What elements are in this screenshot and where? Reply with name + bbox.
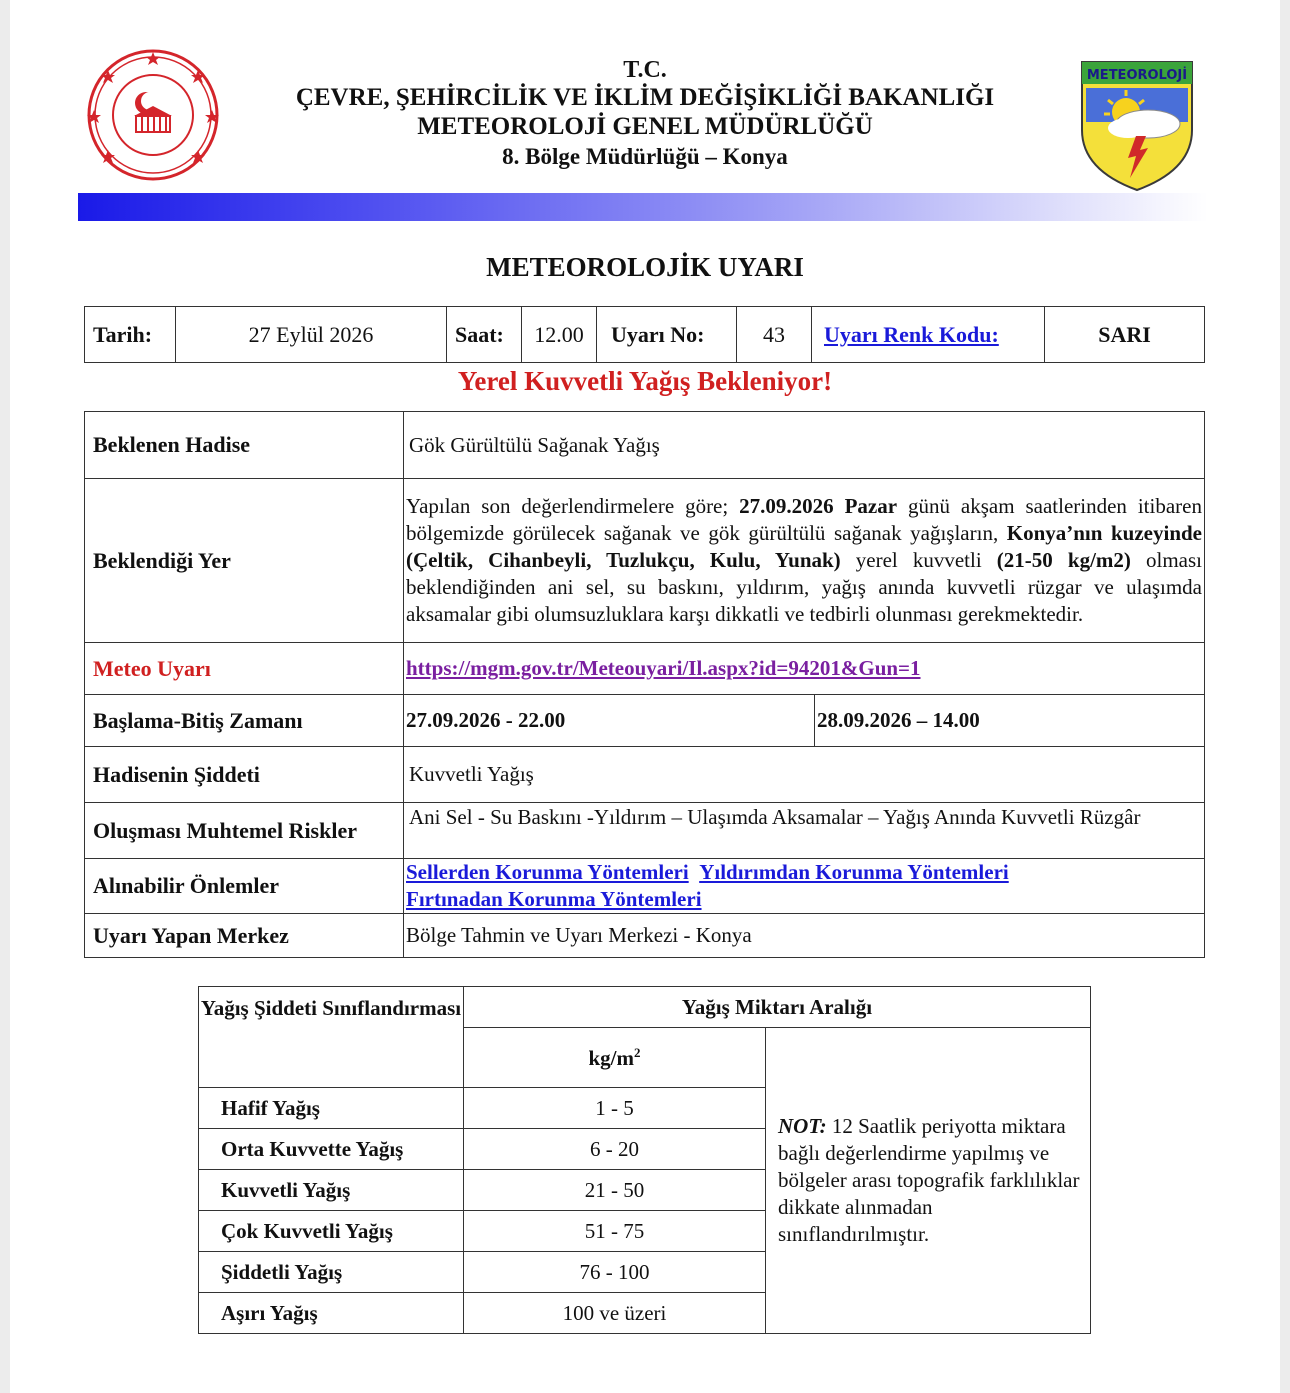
- class-range: 1 - 5: [464, 1088, 766, 1129]
- date-label: Tarih:: [85, 307, 176, 363]
- measures-cell: [404, 859, 1205, 914]
- lightning-protection-link[interactable]: Yıldırımdan Korunma Yöntemleri: [699, 860, 1009, 884]
- class-name: Hafif Yağış: [199, 1088, 464, 1129]
- severity-label: Hadisenin Şiddeti: [85, 747, 404, 803]
- amount-range-header: Yağış Miktarı Aralığı: [464, 987, 1091, 1028]
- class-range: 51 - 75: [464, 1211, 766, 1252]
- measures-label: Alınabilir Önlemler: [85, 859, 404, 914]
- meteo-warning-label: Meteo Uyarı: [85, 643, 404, 695]
- warning-info-table: [84, 306, 1205, 363]
- table-row: [85, 643, 1205, 695]
- period-label: Başlama-Bitiş Zamanı: [85, 695, 404, 747]
- class-range: 76 - 100: [464, 1252, 766, 1293]
- center-value: Bölge Tahmin ve Uyarı Merkezi - Konya: [404, 914, 1205, 958]
- warning-subtitle: Yerel Kuvvetli Yağış Bekleniyor!: [457, 366, 833, 396]
- class-name: Orta Kuvvette Yağış: [199, 1129, 464, 1170]
- class-name: Şiddetli Yağış: [199, 1252, 464, 1293]
- storm-protection-link[interactable]: Fırtınadan Korunma Yöntemleri: [406, 887, 702, 911]
- event-value: Gök Gürültülü Sağanak Yağış: [404, 412, 1205, 479]
- class-range: 100 ve üzeri: [464, 1293, 766, 1334]
- document-title: METEOROLOJİK UYARI: [486, 252, 804, 282]
- place-description: Yapılan son değerlendirmelere göre; 27.09.2026 Pazar günü akşam saatlerinden itibaren bölgemizde görülecek sağanak ve gök gürültülü sağanak yağışların, Konya’nın kuzeyinde (Çeltik, Cihanbeyli, Tuzlukçu, Kulu, Yunak) yerel kuvvetli (21-50 kg/m2) olması beklendiğinden ani sel, su baskını, yıldırım, yağış anında kuvvetli rüzgar ve ulaşımda aksamalar gibi olumsuzluklara karşı dikkatli ve tedbirli olunması gerekmektedir.: [404, 479, 1205, 643]
- class-range: 6 - 20: [464, 1129, 766, 1170]
- shield-logo-text: METEOROLOJİ: [1086, 68, 1188, 83]
- table-row: [85, 803, 1205, 859]
- classification-note: NOT: 12 Saatlik periyotta miktara bağlı değerlendirme yapılmış ve bölgeler arası topografik farklılıklar dikkate alınmadan sınıflandırılmıştır.: [766, 1028, 1091, 1334]
- time-label: Saat:: [447, 307, 522, 363]
- table-row: [85, 747, 1205, 803]
- color-code-value: SARI: [1045, 307, 1205, 363]
- severity-value: Kuvvetli Yağış: [404, 747, 1205, 803]
- classification-header: Yağış Şiddeti Sınıflandırması: [199, 987, 464, 1088]
- header-regional: 8. Bölge Müdürlüğü – Konya: [502, 144, 788, 169]
- meteo-warning-link[interactable]: https://mgm.gov.tr/Meteouyari/Il.aspx?id=94201&Gun=1: [406, 656, 921, 680]
- table-row: [85, 412, 1205, 479]
- class-name: Aşırı Yağış: [199, 1293, 464, 1334]
- header-directorate: METEOROLOJİ GENEL MÜDÜRLÜĞÜ: [417, 113, 873, 140]
- class-name: Kuvvetli Yağış: [199, 1170, 464, 1211]
- warning-no-value: 43: [737, 307, 812, 363]
- warning-details-table: [84, 411, 1205, 958]
- risks-value: Ani Sel - Su Baskını -Yıldırım – Ulaşımda Aksamalar – Yağış Anında Kuvvetli Rüzgâr: [404, 803, 1205, 859]
- period-start: 27.09.2026 - 22.00: [404, 695, 815, 747]
- meteo-warning-cell: [404, 643, 1205, 695]
- period-end: 28.09.2026 – 14.00: [815, 695, 1205, 747]
- time-value: 12.00: [522, 307, 597, 363]
- unit-header: $kg/m^2$: [464, 1028, 766, 1088]
- table-row: [199, 987, 1091, 1028]
- class-range: 21 - 50: [464, 1170, 766, 1211]
- table-row: [85, 479, 1205, 643]
- table-row: [85, 914, 1205, 958]
- center-label: Uyarı Yapan Merkez: [85, 914, 404, 958]
- event-label: Beklenen Hadise: [85, 412, 404, 479]
- header-tc: T.C.: [623, 57, 667, 83]
- warning-no-label: Uyarı No:: [597, 307, 737, 363]
- table-row: [85, 695, 1205, 747]
- class-name: Çok Kuvvetli Yağış: [199, 1211, 464, 1252]
- table-row: [85, 859, 1205, 914]
- risks-label: Oluşması Muhtemel Riskler: [85, 803, 404, 859]
- place-label: Beklendiği Yer: [85, 479, 404, 643]
- flood-protection-link[interactable]: Sellerden Korunma Yöntemleri: [406, 860, 689, 884]
- header-gradient-bar: [78, 193, 1208, 221]
- precipitation-classification-table: [198, 986, 1091, 1334]
- color-code-link[interactable]: Uyarı Renk Kodu:: [824, 321, 999, 347]
- header-ministry: ÇEVRE, ŞEHİRCİLİK VE İKLİM DEĞİŞİKLİĞİ BAKANLIĞI: [295, 84, 995, 111]
- date-value: 27 Eylül 2026: [176, 307, 447, 363]
- color-code-cell: [812, 307, 1045, 363]
